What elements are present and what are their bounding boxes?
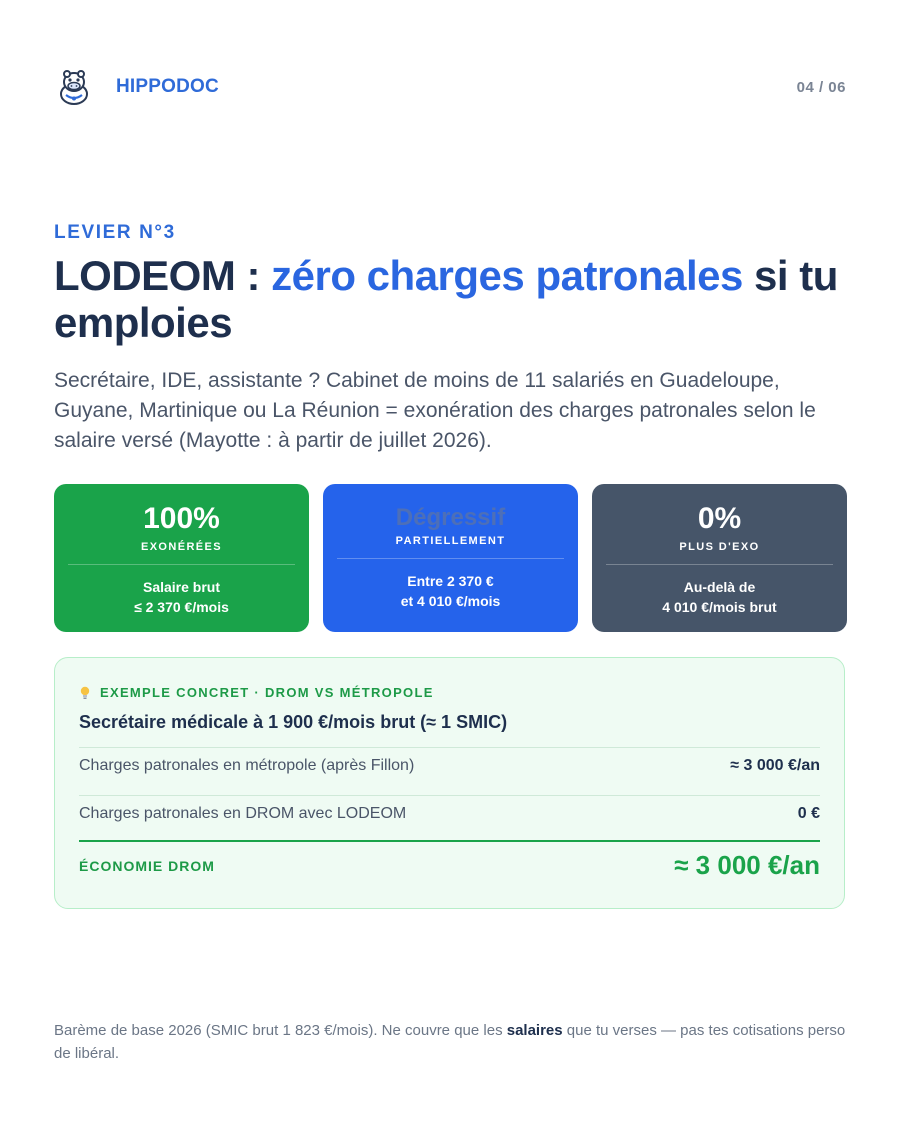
row-label: Charges patronales en métropole (après Fillon)	[79, 757, 415, 774]
tier-caption: PLUS D'EXO	[679, 541, 760, 553]
row-value: 0 €	[797, 805, 820, 822]
tier-value: 100%	[143, 502, 220, 535]
title-part-2: si tu emploies	[54, 252, 838, 346]
footnote-text-after: que tu verses — pas tes cotisations perso de libéral.	[54, 1022, 846, 1062]
tier-desc-line-2: ≤ 2 370 €/mois	[134, 599, 229, 615]
page-title	[54, 252, 854, 346]
savings-label: ÉCONOMIE DROM	[79, 857, 215, 874]
title-part-1: LODEOM :	[54, 252, 272, 299]
tier-cards	[54, 484, 847, 632]
example-header	[79, 685, 434, 700]
divider	[337, 558, 564, 559]
savings-value: ≈ 3 000 €/an	[674, 850, 820, 880]
page-counter: 04 / 06	[796, 78, 846, 96]
footnote-text-before: Barème de base 2026 (SMIC brut 1 823 €/mois). Ne couvre que les	[54, 1022, 507, 1039]
tier-card-partial	[323, 484, 578, 632]
total-divider	[79, 840, 820, 842]
example-label: EXEMPLE CONCRET · DROM VS MÉTROPOLE	[100, 685, 434, 700]
tier-desc-line-1: Au-delà de	[683, 579, 756, 595]
tier-card-none	[592, 484, 847, 632]
tier-value: 0%	[697, 502, 742, 535]
brand[interactable]	[54, 67, 219, 107]
tier-desc-line-2: 4 010 €/mois brut	[662, 599, 777, 615]
eyebrow-label: LEVIER N°3	[54, 222, 176, 243]
tier-desc-line-2: et 4 010 €/mois	[400, 593, 501, 609]
divider	[68, 564, 295, 565]
example-title: Secrétaire médicale à 1 900 €/mois brut (≈ 1 SMIC)	[79, 712, 508, 732]
tier-desc-line-1: Salaire brut	[142, 579, 221, 595]
hippo-logo-icon	[54, 67, 94, 107]
example-box	[54, 657, 845, 909]
comparison-row-metropole	[79, 757, 820, 775]
row-value: ≈ 3 000 €/an	[730, 757, 820, 774]
tier-desc-line-1: Entre 2 370 €	[407, 573, 494, 589]
divider	[79, 795, 820, 796]
footnote-emphasis: salaires	[506, 1022, 563, 1039]
tier-card-full	[54, 484, 309, 632]
savings-row	[79, 850, 820, 881]
divider	[79, 747, 820, 748]
divider	[606, 564, 833, 565]
header	[54, 64, 846, 110]
tier-caption: EXONÉRÉES	[140, 541, 223, 553]
lightbulb-icon	[79, 686, 91, 700]
footnote	[54, 1019, 849, 1065]
lead-paragraph: Secrétaire, IDE, assistante ? Cabinet de moins de 11 salariés en Guadeloupe, Guyane, Martinique ou La Réunion = exonération des charges patronales selon le salaire versé (Mayotte : à partir de juillet 2026).	[54, 369, 816, 452]
brand-name: HIPPODOC	[116, 76, 219, 97]
title-accent: zéro charges patronales	[271, 252, 743, 299]
comparison-row-drom	[79, 805, 820, 823]
row-label: Charges patronales en DROM avec LODEOM	[79, 805, 407, 822]
tier-value: Dégressif	[395, 504, 506, 531]
tier-caption: PARTIELLEMENT	[395, 535, 506, 547]
